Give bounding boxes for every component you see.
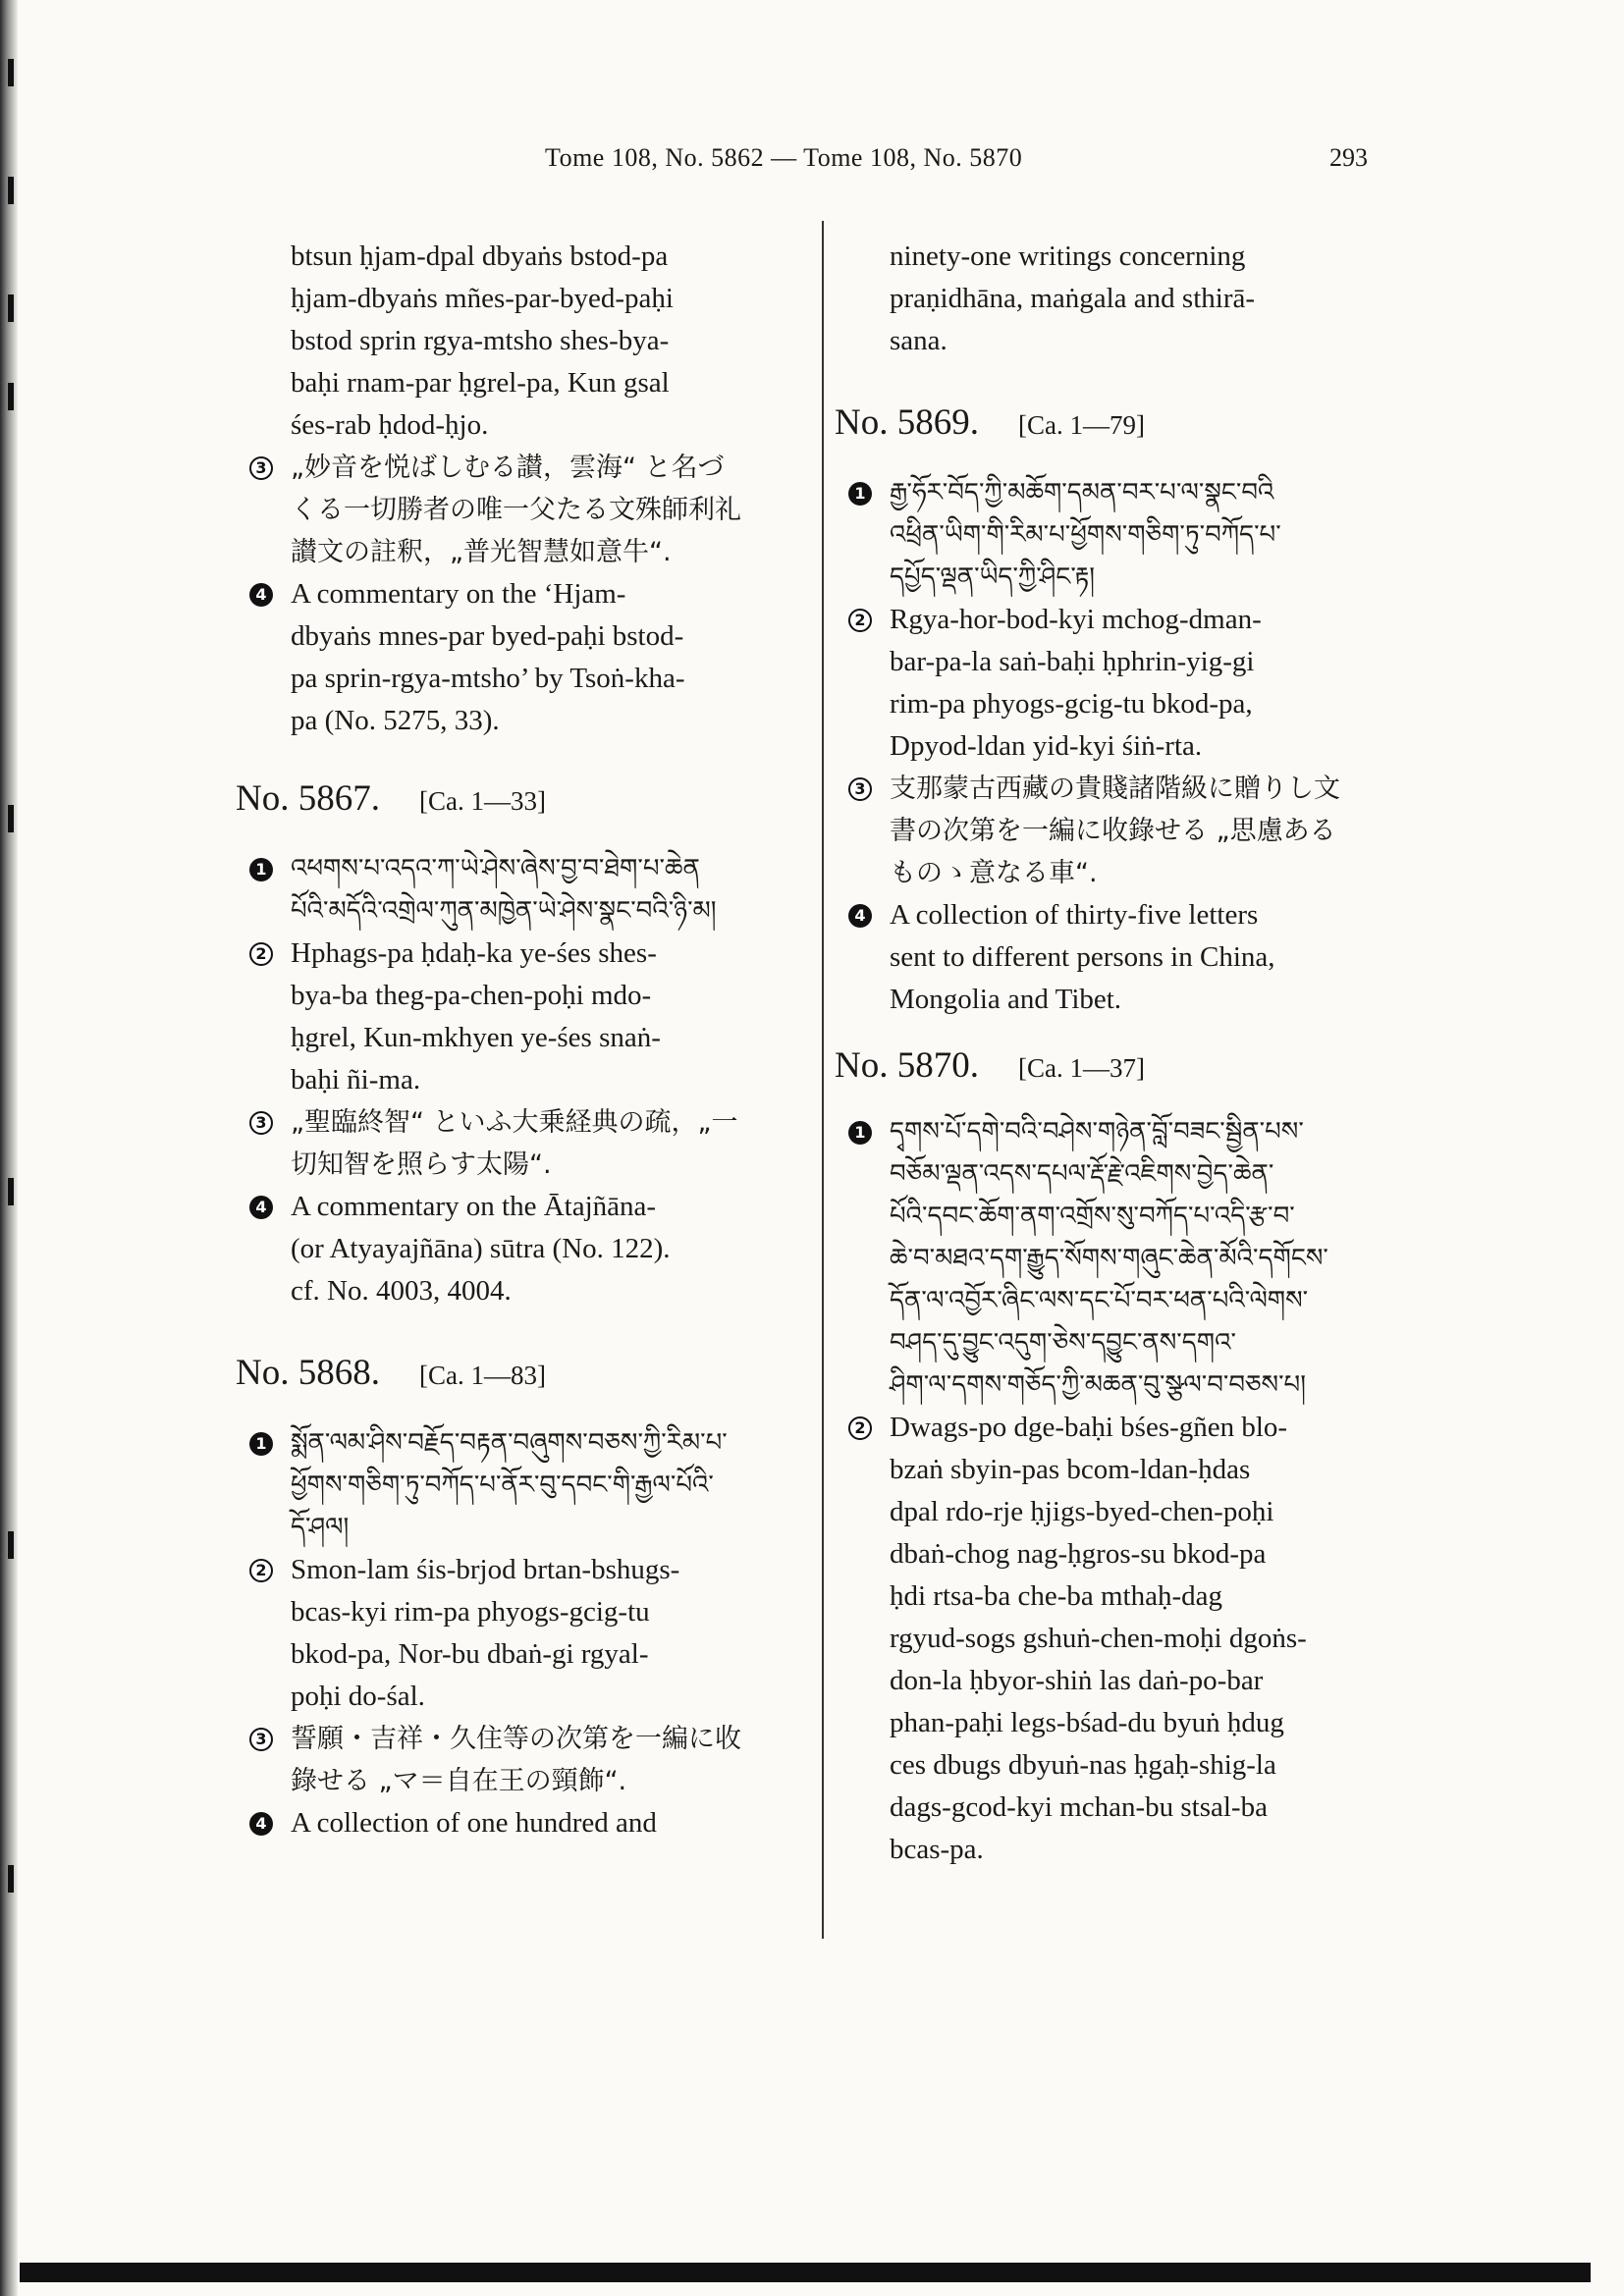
text-line: པོའི་མདོའི་འགྲེལ་ཀུན་མཁྱེན་ཡེ་ཤེས་སྣང་བའི་ཉི་མ། — [291, 896, 717, 926]
text-line: bcas-kyi rim-pa phyogs-gcig-tu — [291, 1596, 650, 1628]
entry-number: No. 5870. — [835, 1045, 979, 1086]
text-line: A collection of one hundred and — [291, 1807, 657, 1839]
text-line: bstod sprin rgya-mtsho shes-bya- — [291, 325, 670, 356]
text-line: pa (No. 5275, 33). — [291, 705, 500, 736]
text-line: དོ་ཤལ། — [291, 1513, 350, 1542]
text-line: rim-pa phyogs-gcig-tu bkod-pa, — [890, 688, 1253, 720]
binding-mark — [8, 59, 14, 86]
text-line: don-la ḥbyor-shiṅ las daṅ-po-bar — [890, 1665, 1264, 1696]
romanized-title — [835, 1407, 1394, 1871]
text-line: A commentary on the ‘Hjam- — [291, 578, 626, 610]
field-3-marker-icon: 3 — [249, 1111, 273, 1135]
field-3-marker-icon: 3 — [848, 777, 872, 801]
text-line: Dwags-po dge-baḥi bśes-gñen blo- — [890, 1412, 1288, 1443]
text-line: དྭགས་པོ་དགེ་བའི་བཤེས་གཉེན་བློ་བཟང་སྦྱིན་པས་ — [890, 1117, 1304, 1147]
english-note — [835, 894, 1394, 1021]
binding-mark — [8, 383, 14, 410]
romanized-title — [236, 1549, 785, 1718]
text-line: bkod-pa, Nor-bu dbaṅ-gi rgyal- — [291, 1638, 649, 1670]
text-line: bcas-pa. — [890, 1834, 984, 1865]
tibetan-title — [236, 1422, 785, 1549]
entry-number: No. 5868. — [236, 1353, 380, 1393]
text-line: baḥi rnam-par ḥgrel-pa, Kun gsal — [291, 367, 670, 399]
text-line: A collection of thirty-five letters — [890, 899, 1259, 931]
entry-heading-5867 — [236, 777, 785, 823]
text-line: དོན་ལ་འབྱོར་ཞིང་ལས་དང་པོ་བར་ཕན་པའི་ལེགས་ — [890, 1286, 1309, 1315]
field-2-marker-icon: 2 — [848, 609, 872, 632]
binding-mark — [8, 177, 14, 204]
text-line: sent to different persons in China, — [890, 941, 1275, 973]
text-line: 書の次第を一編に收錄せる „思慮ある — [890, 816, 1336, 846]
text-line: sana. — [890, 325, 947, 356]
text-line: śes-rab ḥdod-ḥjo. — [291, 409, 489, 441]
page-number: 293 — [1329, 143, 1368, 172]
field-2-marker-icon: 2 — [848, 1416, 872, 1440]
field-4-marker-icon: 4 — [249, 583, 273, 607]
entry-number: No. 5867. — [236, 778, 380, 819]
tibetan-title — [835, 1111, 1394, 1407]
text-line: dbyaṅs mnes-par byed-paḥi bstod- — [291, 620, 684, 652]
text-line: btsun ḥjam-dpal dbyaṅs bstod-pa — [291, 240, 669, 272]
text-line: ninety-one writings concerning — [890, 240, 1246, 272]
english-note — [236, 1802, 785, 1844]
romanized-title — [236, 933, 785, 1101]
field-4-marker-icon: 4 — [848, 904, 872, 928]
running-header: Tome 108, No. 5862 — Tome 108, No. 5870 — [545, 143, 1023, 172]
text-line: ものゝ意なる車“. — [890, 858, 1098, 888]
text-line: pa sprin-rgya-mtsho’ by Tsoṅ-kha- — [291, 663, 685, 694]
japanese-translation — [236, 1718, 785, 1802]
text-line: 支那蒙古西藏の貴賤諸階級に贈りし文 — [890, 774, 1340, 804]
field-1-marker-icon: 1 — [249, 858, 273, 881]
entry-reference: [Ca. 1—33] — [418, 786, 546, 816]
field-3-marker-icon: 3 — [249, 456, 273, 480]
english-note — [236, 1186, 785, 1312]
right-column — [835, 236, 1394, 1871]
text-line: 錄せる „マ＝自在王の頸飾“. — [291, 1766, 627, 1796]
text-line: 誓願・吉祥・久住等の次第を一編に收 — [291, 1724, 741, 1754]
text-line: སྨོན་ལམ་ཤིས་བརྗོད་བརྟན་བཞུགས་བཅས་ཀྱི་རིམ་པ་ — [291, 1428, 728, 1458]
text-line: འཕྲིན་ཡིག་གི་རིམ་པ་ཕྱོགས་གཅིག་ཏུ་བཀོད་པ་ — [890, 520, 1281, 550]
japanese-translation — [835, 768, 1394, 894]
binding-mark — [8, 1865, 14, 1893]
text-line: cf. No. 4003, 4004. — [291, 1275, 512, 1307]
entry-number: No. 5869. — [835, 402, 979, 443]
entry-reference: [Ca. 1—79] — [1017, 410, 1145, 440]
tibetan-title — [835, 472, 1394, 599]
text-line: poḥi do-śal. — [291, 1681, 425, 1712]
field-1-marker-icon: 1 — [249, 1432, 273, 1456]
text-line: Hphags-pa ḥdaḥ-ka ye-śes shes- — [291, 937, 657, 969]
text-line: phan-paḥi legs-bśad-du byuṅ ḥdug — [890, 1707, 1284, 1738]
text-line: ḥjam-dbyaṅs mñes-par-byed-paḥi — [291, 283, 674, 314]
text-line: ḥgrel, Kun-mkhyen ye-śes snaṅ- — [291, 1022, 661, 1053]
continuation-title — [236, 236, 785, 447]
text-line: Smon-lam śis-brjod brtan-bshugs- — [291, 1554, 680, 1585]
text-line: bar-pa-la saṅ-baḥi ḥphrin-yig-gi — [890, 646, 1255, 677]
text-line: bya-ba theg-pa-chen-poḥi mdo- — [291, 980, 652, 1011]
text-line: འཕགས་པ་འདའ་ཀ་ཡེ་ཤེས་ཞེས་བྱ་བ་ཐེག་པ་ཆེན — [291, 854, 700, 883]
text-line: ces dbugs dbyuṅ-nas ḥgaḥ-shig-la — [890, 1749, 1276, 1781]
field-4-marker-icon: 4 — [249, 1196, 273, 1219]
text-line: „聖臨終智“ といふ大乗経典の疏，„一 — [291, 1107, 738, 1138]
text-line: bzaṅ sbyin-pas bcom-ldan-ḥdas — [890, 1454, 1251, 1485]
entry-heading-5868 — [236, 1352, 785, 1397]
japanese-translation — [236, 447, 785, 573]
entry-heading-5870 — [835, 1044, 1394, 1090]
text-line: དཔྱོད་ལྡན་ཡིད་ཀྱི་ཤིང་རྟ། — [890, 562, 1096, 592]
text-line: (or Atyayajñāna) sūtra (No. 122). — [291, 1233, 671, 1264]
entry-reference: [Ca. 1—37] — [1017, 1053, 1145, 1083]
text-line: Mongolia and Tibet. — [890, 984, 1122, 1015]
page-bottom-edge — [20, 2263, 1591, 2282]
entry-heading-5869 — [835, 401, 1394, 447]
english-note — [236, 573, 785, 742]
binding-mark — [8, 1531, 14, 1559]
text-line: praṇidhāna, maṅgala and sthirā- — [890, 283, 1256, 314]
text-line: „妙音を悦ばしむる讃，雲海“ と名づ — [291, 453, 725, 483]
field-1-marker-icon: 1 — [848, 1121, 872, 1145]
text-line: ḥdi rtsa-ba che-ba mthaḥ-dag — [890, 1580, 1222, 1612]
text-line: baḥi ñi-ma. — [291, 1064, 421, 1095]
japanese-translation — [236, 1101, 785, 1186]
binding-mark — [8, 805, 14, 832]
text-line: བཤད་དུ་བྱུང་འདུག་ཅེས་དབྱུང་ནས་དགའ་ — [890, 1328, 1236, 1358]
field-2-marker-icon: 2 — [249, 942, 273, 966]
text-line: Rgya-hor-bod-kyi mchog-dman- — [890, 604, 1262, 635]
text-line: རྒྱ་ཧོར་བོད་ཀྱི་མཆོག་དམན་བར་པ་ལ་སྣང་བའི — [890, 478, 1274, 507]
entry-reference: [Ca. 1—83] — [418, 1361, 546, 1390]
column-divider — [822, 221, 824, 1939]
text-line: ཕྱོགས་གཅིག་ཏུ་བཀོད་པ་ནོར་བུ་དབང་གི་རྒྱལ་པོའི་ — [291, 1470, 714, 1500]
continuation-note — [835, 236, 1394, 362]
field-3-marker-icon: 3 — [249, 1728, 273, 1751]
binding-mark — [8, 294, 14, 322]
field-1-marker-icon: 1 — [848, 482, 872, 506]
text-line: པོའི་དབང་ཆོག་ནག་འགྲོས་སུ་བཀོད་པ་འདི་རྩ་བ་ — [890, 1201, 1295, 1231]
text-line: A commentary on the Ātajñāna- — [291, 1191, 657, 1222]
text-line: Dpyod-ldan yid-kyi śiṅ-rta. — [890, 730, 1203, 762]
romanized-title — [835, 599, 1394, 768]
text-line: dbaṅ-chog nag-ḥgros-su bkod-pa — [890, 1538, 1267, 1570]
text-line: ཆེ་བ་མཐའ་དག་རྒྱུད་སོགས་གཞུང་ཆེན་མོའི་དགོངས་ — [890, 1244, 1328, 1273]
field-2-marker-icon: 2 — [249, 1559, 273, 1582]
text-line: བཅོམ་ལྡན་འདས་དཔལ་རྡོ་རྗེ་འཇིགས་བྱེད་ཆེན་ — [890, 1159, 1274, 1189]
tibetan-title — [236, 848, 785, 933]
text-line: dags-gcod-kyi mchan-bu stsal-ba — [890, 1791, 1268, 1823]
binding-mark — [8, 1178, 14, 1205]
text-line: ཤིག་ལ་དགས་གཅོད་ཀྱི་མཆན་བུ་སྩལ་བ་བཅས་པ། — [890, 1370, 1306, 1400]
text-line: 讃文の註釈，„普光智慧如意牛“. — [291, 537, 672, 567]
text-line: 切知智を照らす太陽“. — [291, 1149, 552, 1180]
text-line: dpal rdo-rje ḥjigs-byed-chen-poḥi — [890, 1496, 1274, 1527]
text-line: rgyud-sogs gshuṅ-chen-moḥi dgoṅs- — [890, 1623, 1307, 1654]
left-column — [236, 236, 785, 1844]
text-line: くる一切勝者の唯一父たる文殊師利礼 — [291, 495, 741, 525]
book-binding-edge — [0, 0, 18, 2296]
field-4-marker-icon: 4 — [249, 1812, 273, 1836]
